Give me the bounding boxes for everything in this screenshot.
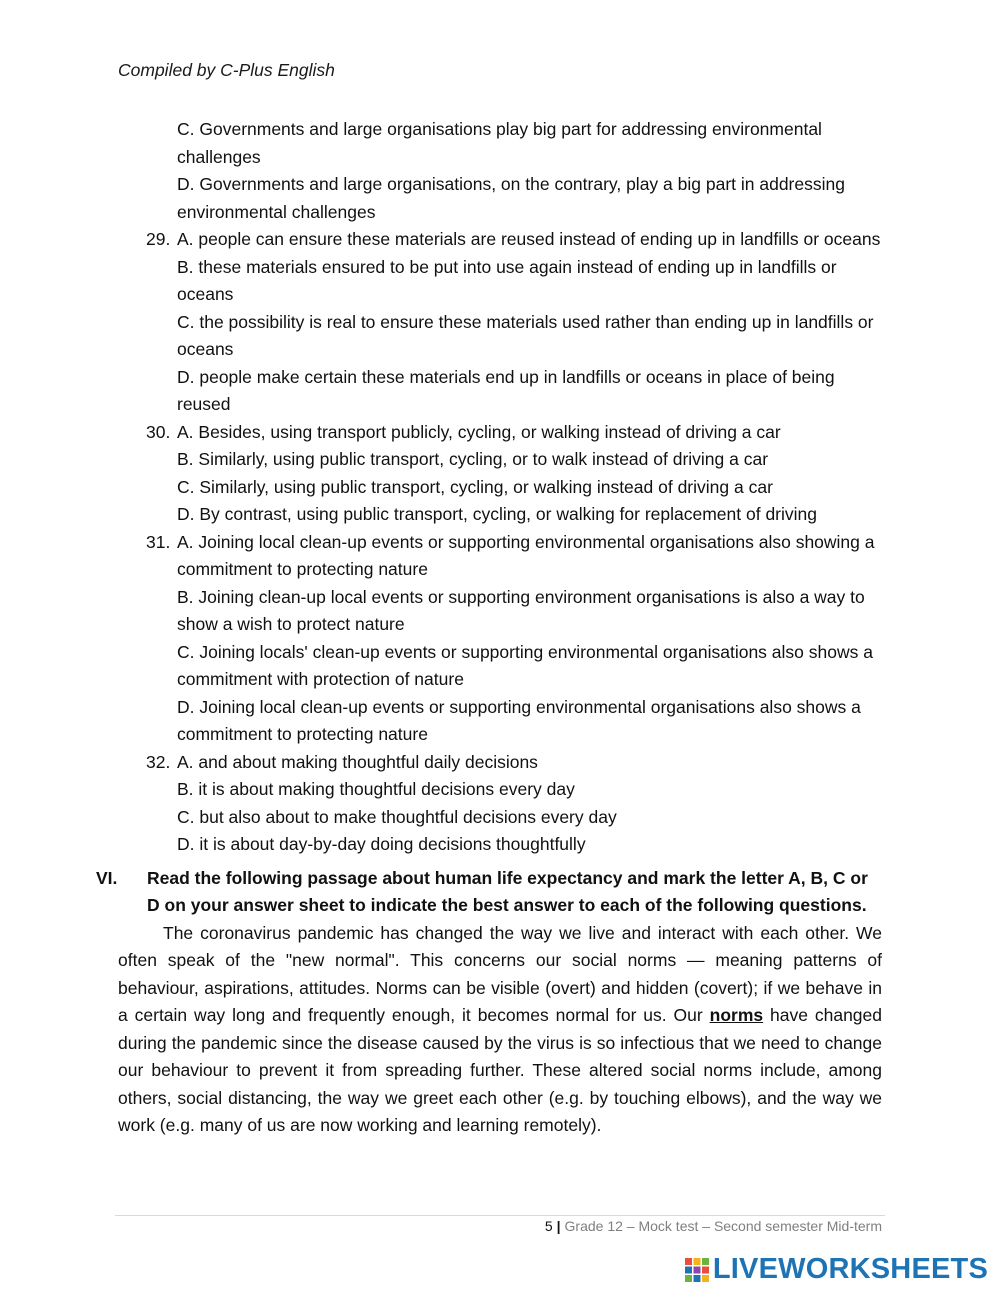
question-32 <box>0 749 1000 859</box>
passage-text-1: The coronavirus pandemic has changed the way we live and interact with each other. We often speak of the "new normal". This concerns our social norms — meaning patterns of behaviour, aspirations, attitudes. Norms can be visible (overt) and hidden (covert); if we behave in a certain way long and frequently enough, it becomes normal for us. Our <box>118 922 882 1025</box>
highlighted-word: norms <box>709 1005 764 1025</box>
brand-name: LIVEWORKSHEETS <box>712 1253 988 1285</box>
page-content <box>0 116 1000 1140</box>
page-number: 5 <box>544 1218 553 1234</box>
passage-text-2: have changed during the pandemic since the disease caused by the virus is so infectious that we need to change our behaviour to prevent it from spreading further. These altered social norms include, among others, social distancing, the way we greet each other (e.g. by touching elbows), and the way we work (e.g. many of us are now working and learning remotely). <box>118 1005 882 1135</box>
option-32-c: C. but also about to make thoughtful decisions every day <box>177 806 617 827</box>
page-footer <box>545 1218 882 1234</box>
option-32-b: B. it is about making thoughtful decisions every day <box>177 779 575 799</box>
footer-divider <box>115 1215 885 1216</box>
section-number: VI. <box>96 867 118 888</box>
option-29-c: C. the possibility is real to ensure these materials used rather than ending up in landfills or oceans <box>177 311 874 359</box>
option-31-a: A. Joining local clean-up events or supporting environmental organisations also showing a commitment to protecting nature <box>177 531 875 579</box>
question-28 <box>0 116 1000 226</box>
reading-passage <box>118 920 882 1140</box>
liveworksheets-logo-icon <box>685 1258 709 1282</box>
option-32-a: A. and about making thoughtful daily decisions <box>177 751 538 772</box>
option-28-c: C. Governments and large organisations play big part for addressing environmental challenges <box>177 119 822 167</box>
option-29-b: B. these materials ensured to be put into use again instead of ending up in landfills or oceans <box>177 256 837 304</box>
option-30-a: A. Besides, using transport publicly, cycling, or walking instead of driving a car <box>177 421 781 442</box>
question-number: 31. <box>146 531 171 552</box>
footer-separator: | <box>556 1218 561 1234</box>
option-30-c: C. Similarly, using public transport, cycling, or walking instead of driving a car <box>177 476 773 497</box>
option-32-d: D. it is about day-by-day doing decisions thoughtfully <box>177 834 586 854</box>
page-header: Compiled by C-Plus English <box>118 60 335 80</box>
section-heading <box>0 865 1000 920</box>
question-30 <box>0 419 1000 529</box>
option-29-a: A. people can ensure these materials are reused instead of ending up in landfills or oceans <box>177 229 881 249</box>
question-number: 30. <box>146 421 171 442</box>
section-instruction: Read the following passage about human life expectancy and mark the letter A, B, C or D on your answer sheet to indicate the best answer to each of the following questions. <box>147 867 868 915</box>
option-31-b: B. Joining clean-up local events or supporting environment organisations is also a way to show a wish to protect nature <box>177 586 865 634</box>
option-30-d: D. By contrast, using public transport, cycling, or walking for replacement of driving <box>177 504 818 524</box>
option-28-d: D. Governments and large organisations, on the contrary, play a big part in addressing environmental challenges <box>177 174 845 222</box>
question-31 <box>0 529 1000 749</box>
option-30-b: B. Similarly, using public transport, cycling, or to walk instead of driving a car <box>177 449 769 469</box>
footer-title: Grade 12 – Mock test – Second semester Mid-term <box>564 1218 882 1234</box>
option-29-d: D. people make certain these materials end up in landfills or oceans in place of being reused <box>177 366 835 414</box>
question-number: 29. <box>146 229 171 249</box>
option-31-c: C. Joining locals' clean-up events or supporting environmental organisations also shows a commitment with protection of nature <box>177 641 873 689</box>
question-29 <box>0 226 1000 419</box>
liveworksheets-brand <box>685 1253 988 1286</box>
question-number: 32. <box>146 751 171 772</box>
option-31-d: D. Joining local clean-up events or supporting environmental organisations also shows a commitment to protecting nature <box>177 696 861 744</box>
